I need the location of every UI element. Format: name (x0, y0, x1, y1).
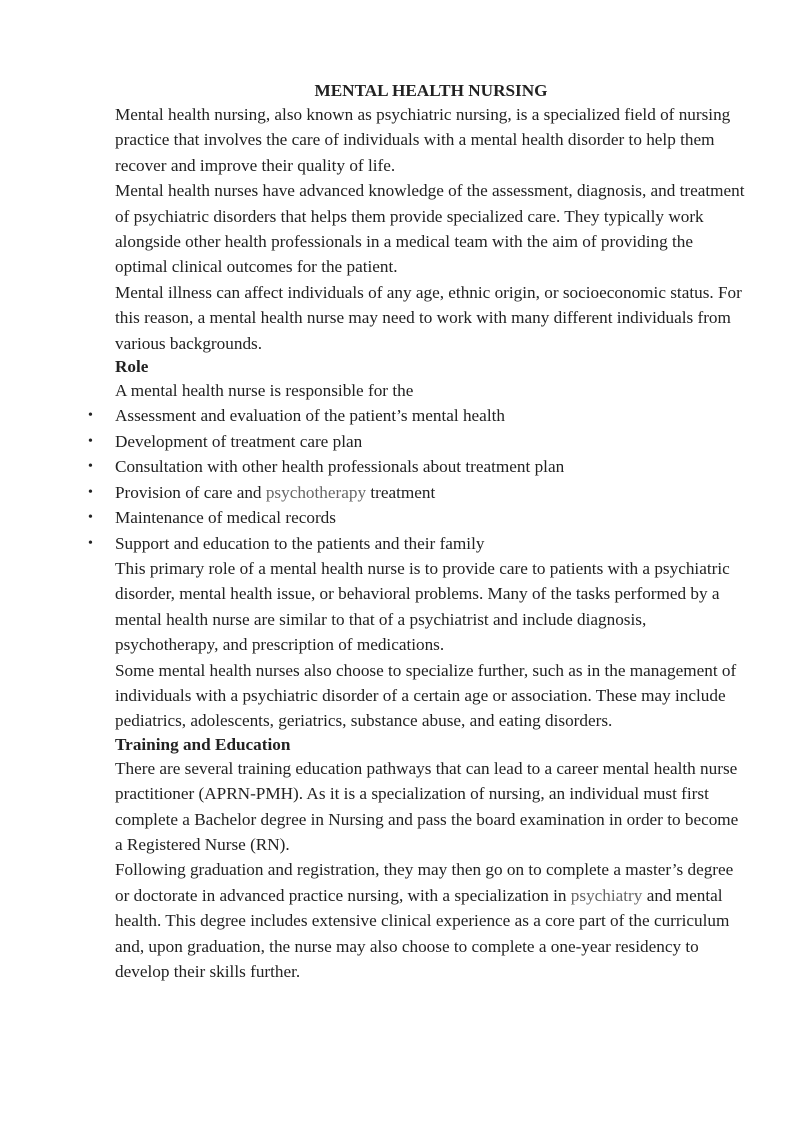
list-item (115, 480, 747, 505)
list-item-text: treatment (366, 482, 436, 502)
list-item: • Support and education to the patients and their family (115, 531, 747, 556)
role-lead: A mental health nurse is responsible for the (115, 381, 414, 401)
role-list (115, 403, 747, 555)
paragraph-text: and mental health. This degree includes extensive clinical experience as a core part of the curriculum and, upon graduation, the nurse may also choose to complete a one-year residency to develop their skills further. (115, 885, 730, 981)
intro-paragraph: Mental health nursing, also known as psychiatric nursing, is a specialized field of nursing practice that involves the care of individuals with a mental health disorder to help them recover and improve their quality of life. (115, 105, 731, 175)
list-item: • Maintenance of medical records (115, 505, 747, 530)
training-heading: Training and Education (115, 734, 291, 754)
role-paragraph: Some mental health nurses also choose to specialize further, such as in the management of individuals with a psychiatric disorder of a certain age or association. These may include pediatrics, adolescents, geriatrics, substance abuse, and eating disorders. (115, 660, 737, 731)
list-item: • Development of treatment care plan (115, 429, 747, 454)
list-item-text: Provision of care and (115, 482, 266, 502)
role-heading: Role (115, 357, 149, 377)
role-paragraph: This primary role of a mental health nurse is to provide care to patients with a psychiatric disorder, mental health issue, or behavioral problems. Many of the tasks performed by a mental health nurse are similar to that of a psychiatrist and include diagnosis, psychotherapy, and prescription of medications. (115, 558, 730, 655)
document-title: MENTAL HEALTH NURSING (314, 81, 548, 100)
training-paragraph: There are several training education pathways that can lead to a career mental health nurse practitioner (APRN-PMH). As it is a specialization of nursing, an individual must first complete a Bachelor degree in Nursing and pass the board examination in order to become a Registered Nurse (RN). (115, 758, 739, 854)
list-item: • Consultation with other health professionals about treatment plan (115, 454, 747, 479)
psychotherapy-link[interactable]: psychotherapy (265, 482, 367, 502)
intro-paragraph: Mental illness can affect individuals of any age, ethnic origin, or socioeconomic status. For this reason, a mental health nurse may need to work with many different individuals from various backgrounds. (115, 282, 742, 353)
list-item: • Assessment and evaluation of the patient’s mental health (115, 403, 747, 428)
training-paragraph (115, 857, 747, 984)
document-page (115, 80, 747, 984)
paragraph-text: Following graduation and registration, they may then go on to complete a master’s degree or doctorate in advanced practice nursing, with a specialization in (115, 860, 734, 905)
psychiatry-link[interactable]: psychiatry (570, 885, 643, 905)
intro-paragraph: Mental health nurses have advanced knowledge of the assessment, diagnosis, and treatment of psychiatric disorders that helps them provide specialized care. They typically work alongside other health professionals in a medical team with the aim of providing the optimal clinical outcomes for the patient. (115, 181, 745, 277)
